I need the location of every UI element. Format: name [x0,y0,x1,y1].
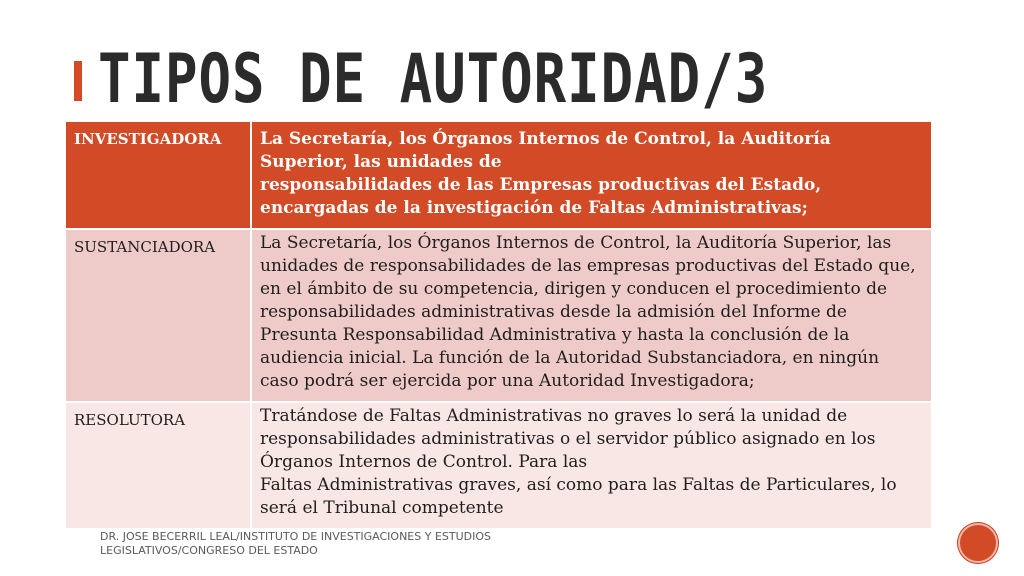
row-label: SUSTANCIADORA [66,229,251,402]
row-description: La Secretaría, los Órganos Internos de Control, la Auditoría Superior, las unidades de responsabilidades de las empresas productivas del Estado que, en el ámbito de su competencia, dirigen y conducen el procedimiento de responsabilidades administrativas desde la admisión del Informe de Presunta Responsabilidad Administrativa y hasta la conclusión de la audiencia inicial. La función de la Autoridad Substanciadora, en ningún caso podrá ser ejercida por una Autoridad Investigadora; [251,229,931,402]
table-row-sustanciadora [66,229,931,402]
table-row-resolutora [66,402,931,529]
row-description: Tratándose de Faltas Administrativas no graves lo será la unidad de responsabilidades administrativas o el servidor público asignado en los Órganos Internos de Control. Para las Faltas Administrativas graves, así como para las Faltas de Particulares, lo será el Tribunal competente [251,402,931,529]
title-accent-bar [74,61,82,101]
table-row-investigadora [66,122,931,229]
page-number-badge [958,523,998,563]
slide-title: TIPOS DE AUTORIDAD/3 [98,39,769,119]
row-label: INVESTIGADORA [66,122,251,229]
slide-footer: DR. JOSE BECERRIL LEAL/INSTITUTO DE INVESTIGACIONES Y ESTUDIOS LEGISLATIVOS/CONGRESO DEL ESTADO [100,530,492,557]
row-description: La Secretaría, los Órganos Internos de Control, la Auditoría Superior, las unidades de responsabilidades de las Empresas productivas del Estado, encargadas de la investigación de Faltas Administrativas; [251,122,931,229]
row-label: RESOLUTORA [66,402,251,529]
authority-types-table [66,122,931,530]
